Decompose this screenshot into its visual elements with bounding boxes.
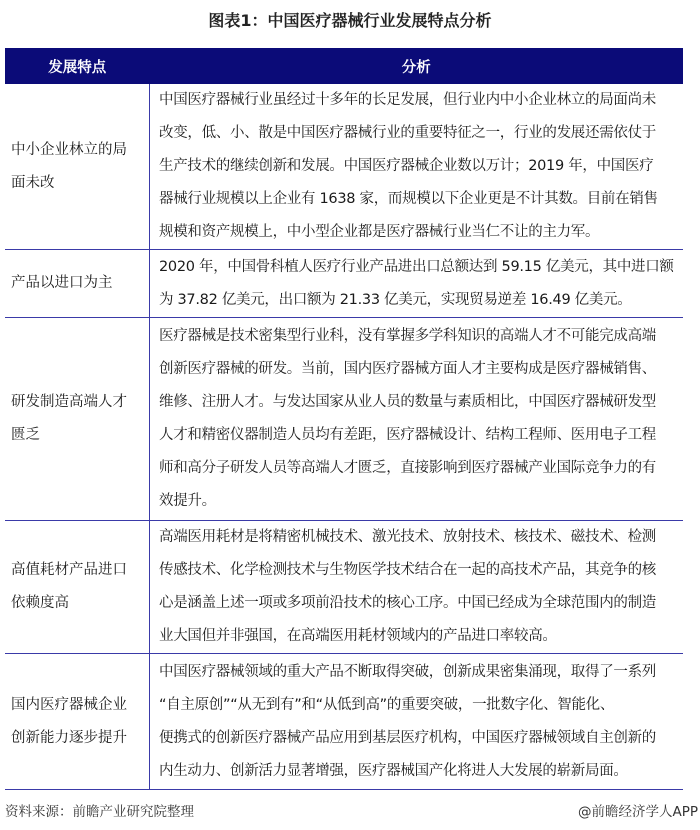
analysis-line: 人才和精密仪器制造人员均有差距，医疗器械设计、结构工程师、医用电子工程 xyxy=(159,427,656,443)
feature-cell xyxy=(5,250,150,318)
feature-line: 高值耗材产品进口 xyxy=(11,562,127,578)
analysis-line: “自主原创”“从无到有”和“从低到高”的重要突破，一批数字化、智能化、 xyxy=(159,696,615,713)
analysis-line: 医疗器械是技术密集型行业科，没有掌握多学科知识的高端人才不可能完成高端 xyxy=(159,328,656,344)
analysis-cell xyxy=(150,318,684,521)
feature-line: 匮乏 xyxy=(11,427,40,443)
feature-line: 国内医疗器械企业 xyxy=(11,696,127,713)
table-title: 图表1：中国医疗器械行业发展特点分析 xyxy=(208,11,492,30)
analysis-line: 师和高分子研发人员等高端人才匮乏，直接影响到医疗器械产业国际竞争力的有 xyxy=(159,460,656,476)
feature-cell xyxy=(5,84,150,250)
analysis-line: 规模和资产规模上，中小型企业都是医疗器械行业当仁不让的主力军。 xyxy=(159,224,600,240)
table-header-row xyxy=(5,48,683,84)
feature-line: 依赖度高 xyxy=(11,595,69,611)
table-row xyxy=(5,654,683,790)
analysis-line: 创新医疗器械的研发。当前，国内医疗器械方面人才主要构成是医疗器械销售、 xyxy=(159,361,656,377)
feature-cell xyxy=(5,654,150,790)
analysis-line: 心是涵盖上述一项或多项前沿技术的核心工序。中国已经成为全球范围内的制造 xyxy=(159,595,656,611)
analysis-cell xyxy=(150,84,684,250)
analysis-line: 改变，低、小、散是中国医疗器械行业的重要特征之一，行业的发展还需依仗于 xyxy=(159,125,656,141)
analysis-line: 维修、注册人才。与发达国家从业人员的数量与素质相比，中国医疗器械研发型 xyxy=(159,394,656,410)
analysis-line: 业大国但并非强国，在高端医用耗材领域内的产品进口率较高。 xyxy=(159,628,557,644)
table-row xyxy=(5,84,683,250)
analysis-line: 2020 年，中国骨科植人医疗行业产品进出口总额达到 59.15 亿美元，其中进口额 xyxy=(159,258,674,275)
analysis-cell xyxy=(150,654,684,790)
features-table xyxy=(5,48,683,790)
analysis-line: 便携式的创新医疗器械产品应用到基层医疗机构，中国医疗器械领域自主创新的 xyxy=(159,729,656,746)
analysis-line: 为 37.82 亿美元，出口额为 21.33 亿美元，实现贸易逆差 16.49 亿美元。 xyxy=(159,291,632,308)
feature-line: 创新能力逐步提升 xyxy=(11,729,127,746)
credit-note: @前瞻经济学人APP xyxy=(577,804,698,820)
analysis-cell xyxy=(150,521,684,654)
feature-line: 中小企业林立的局 xyxy=(11,141,127,158)
feature-cell xyxy=(5,521,150,654)
table-row xyxy=(5,521,683,654)
analysis-line: 传感技术、化学检测技术与生物医学技术结合在一起的高技术产品，其竞争的核 xyxy=(159,562,656,578)
analysis-line: 高端医用耗材是将精密机械技术、激光技术、放射技术、核技术、磁技术、检测 xyxy=(159,529,656,545)
analysis-cell xyxy=(150,250,684,318)
analysis-line: 效提升。 xyxy=(159,493,216,509)
analysis-line: 中国医疗器械行业虽经过十多年的长足发展，但行业内中小企业林立的局面尚未 xyxy=(159,92,656,108)
feature-line: 面未改 xyxy=(11,174,55,191)
header-analysis: 分析 xyxy=(150,48,684,84)
header-feature: 发展特点 xyxy=(5,48,150,84)
analysis-line: 生产技术的继续创新和发展。中国医疗器械企业数以万计；2019 年，中国医疗 xyxy=(159,158,654,174)
table-row xyxy=(5,250,683,318)
table-row xyxy=(5,318,683,521)
analysis-line: 器械行业规模以上企业有 1638 家，而规模以下企业更是不计其数。目前在销售 xyxy=(159,191,658,207)
analysis-line: 内生动力、创新活力显著增强，医疗器械国产化将进人大发展的崭新局面。 xyxy=(159,762,628,779)
source-note: 资料来源：前瞻产业研究院整理 xyxy=(5,804,194,820)
feature-line: 产品以进口为主 xyxy=(11,275,113,291)
feature-cell xyxy=(5,318,150,521)
analysis-line: 中国医疗器械领域的重大产品不断取得突破，创新成果密集涌现，取得了一系列 xyxy=(159,663,656,680)
feature-line: 研发制造高端人才 xyxy=(11,394,127,410)
